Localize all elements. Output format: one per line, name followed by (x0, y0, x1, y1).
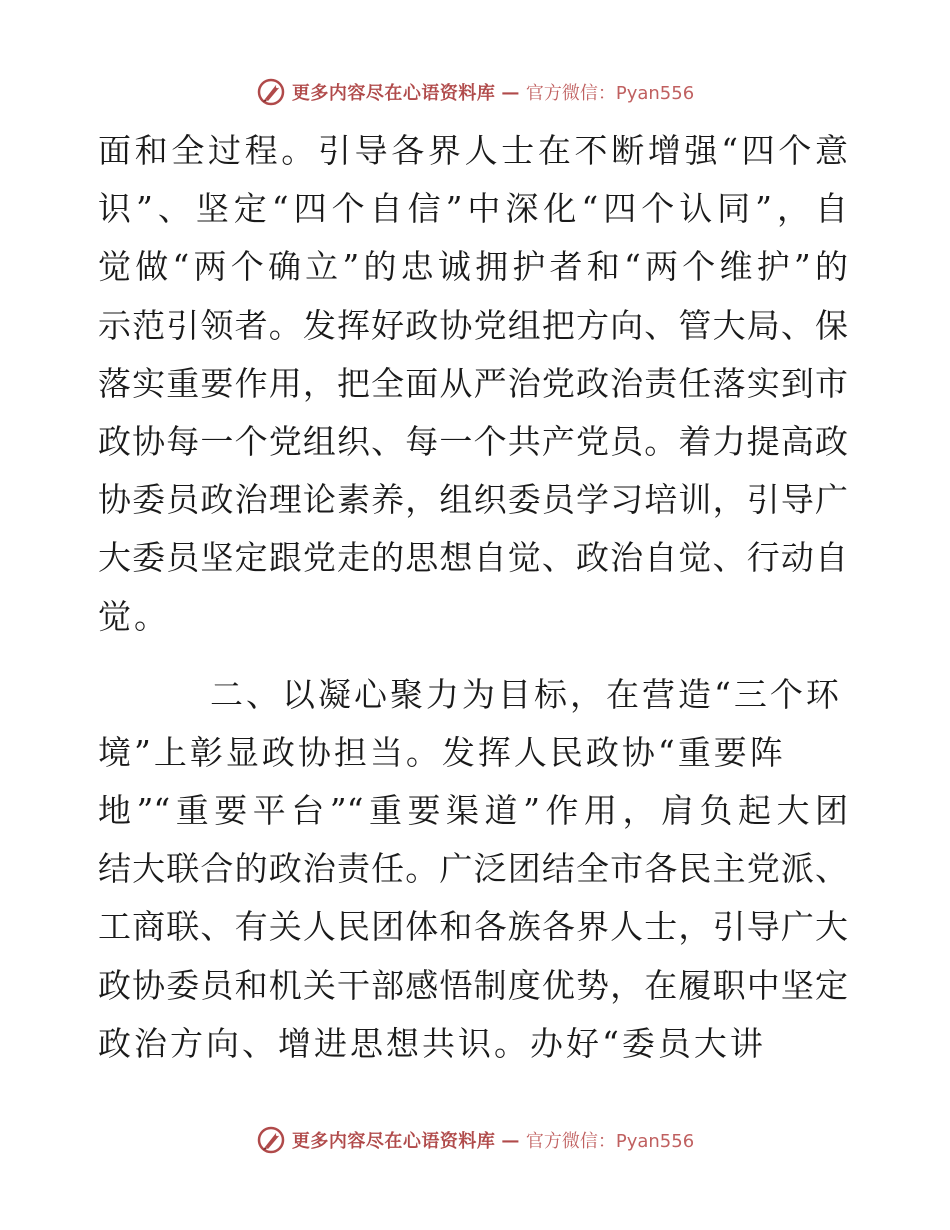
text-line: 觉。 (98, 596, 170, 636)
document-body (98, 122, 848, 1073)
text-line: 地”“重要平台”“重要渠道”作用，肩负起大团 (98, 791, 848, 831)
footer-separator: — (501, 1129, 520, 1151)
paragraph-1 (98, 122, 848, 646)
paragraph-gap (98, 646, 848, 666)
text-line: 政协委员和机关干部感悟制度优势，在履职中坚定 (98, 965, 848, 1005)
text-line: 识”、坚定“四个自信”中深化“四个认同”，自 (98, 189, 848, 229)
text-line: 工商联、有关人民团体和各族各界人士，引导广大 (98, 907, 848, 947)
footer-wechat-text: 官方微信：Pyan556 (525, 1131, 695, 1152)
header-wechat-text: 官方微信：Pyan556 (525, 83, 695, 104)
footer-brand-text: 更多内容尽在心语资料库 (291, 1131, 496, 1152)
text-line: 觉做“两个确立”的忠诚拥护者和“两个维护”的 (98, 247, 848, 287)
header-separator: — (501, 81, 520, 103)
text-line: 政协每一个党组织、每一个共产党员。着力提高政 (98, 421, 848, 461)
pen-nib-logo-icon (256, 1125, 286, 1155)
header-brand-text: 更多内容尽在心语资料库 (291, 83, 496, 104)
text-line: 二、以凝心聚力为目标，在营造“三个环 (210, 674, 842, 714)
text-line: 结大联合的政治责任。广泛团结全市各民主党派、 (98, 849, 848, 889)
text-line: 面和全过程。引导各界人士在不断增强“四个意 (98, 131, 848, 170)
text-line: 示范引领者。发挥好政协党组把方向、管大局、保 (98, 305, 848, 345)
text-line: 协委员政治理论素养，组织委员学习培训，引导广 (98, 480, 848, 520)
text-line: 境”上彰显政协担当。发挥人民政协“重要阵 (98, 732, 786, 772)
header-banner (0, 72, 950, 112)
text-line: 落实重要作用，把全面从严治党政治责任落实到市 (98, 363, 848, 403)
text-line: 政治方向、增进思想共识。办好“委员大讲 (98, 1023, 766, 1063)
paragraph-2 (98, 666, 848, 1073)
pen-nib-logo-icon (256, 77, 286, 107)
text-line: 大委员坚定跟党走的思想自觉、政治自觉、行动自 (98, 538, 848, 578)
footer-banner (0, 1120, 950, 1160)
